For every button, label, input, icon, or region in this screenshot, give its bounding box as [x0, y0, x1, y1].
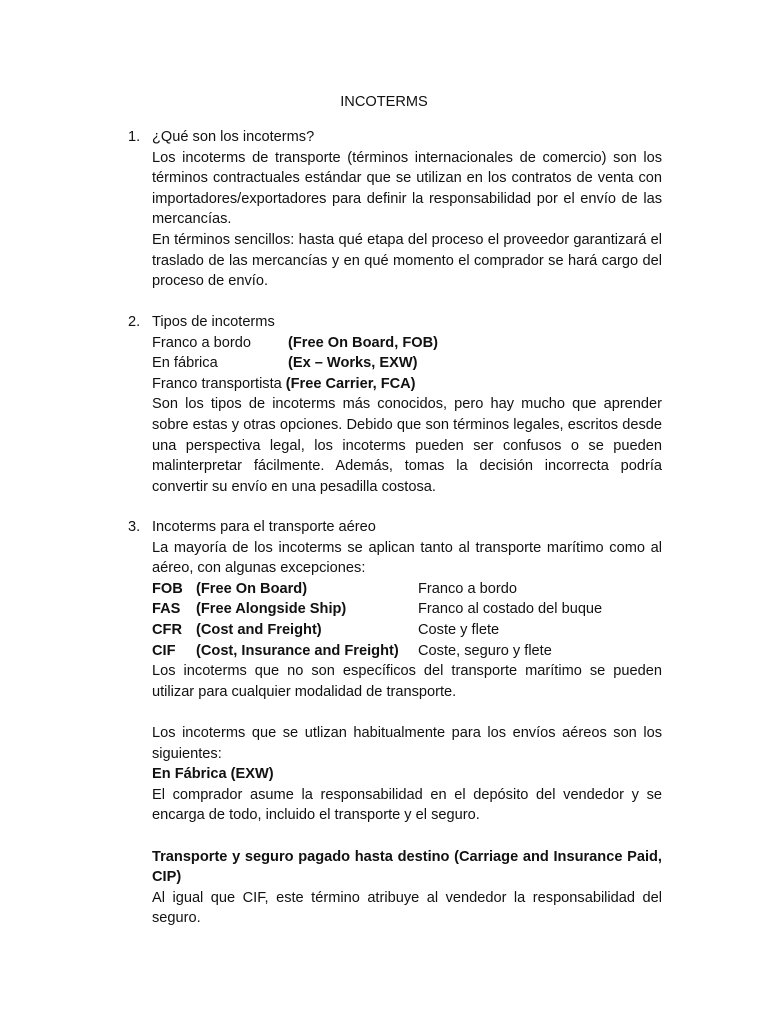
- section-1: [128, 127, 662, 292]
- incoterm-spanish: Coste y flete: [418, 621, 500, 638]
- incoterm-code: CFR: [152, 621, 182, 638]
- section-heading: Tipos de incoterms: [152, 314, 275, 330]
- subheading-cip: Transporte y seguro pagado hasta destino (Carriage and Insurance Paid, CIP): [152, 848, 662, 886]
- spacer: [152, 826, 662, 847]
- paragraph: En términos sencillos: hasta qué etapa del proceso el proveedor garantizará el traslado de las mercancías y en qué momento el comprador se hará cargo del proceso de envío.: [152, 231, 662, 290]
- paragraph: Son los tipos de incoterms más conocidos, pero hay mucho que aprender sobre estas y otras opciones. Debido que son términos legales, escritos desde una perspectiva legal, los incoterms pueden ser confusos o se pueden malinterpretar fácilmente. Además, tomas la decisión incorrecta podría convertir su envío en una pesadilla costosa.: [152, 396, 662, 495]
- incoterm-spanish: Franco al costado del buque: [418, 601, 603, 618]
- section-number: 1.: [128, 129, 141, 145]
- incoterm-type-row: [152, 333, 662, 354]
- incoterm-code: FAS: [152, 601, 181, 618]
- type-term: (Free Carrier, FCA): [285, 375, 416, 392]
- section-number: 2.: [128, 314, 141, 330]
- section-2: [128, 312, 662, 497]
- section-heading: Incoterms para el transporte aéreo: [152, 519, 376, 535]
- incoterm-name: (Cost and Freight): [196, 621, 322, 638]
- incoterm-name: (Free Alongside Ship): [196, 601, 347, 618]
- section-heading: ¿Qué son los incoterms?: [152, 129, 315, 145]
- paragraph: La mayoría de los incoterms se aplican tanto al transporte marítimo como al aéreo, con algunas excepciones:: [152, 539, 662, 577]
- incoterm-row: [152, 579, 662, 600]
- type-label: Franco transportista: [152, 375, 282, 392]
- subheading-exw: En Fábrica (EXW): [152, 766, 274, 783]
- type-label: En fábrica: [152, 355, 218, 372]
- incoterm-row: [152, 620, 662, 641]
- incoterm-code: CIF: [152, 642, 176, 659]
- incoterm-code: FOB: [152, 580, 183, 597]
- paragraph: Los incoterms que no son específicos del transporte marítimo se pueden utilizar para cualquier modalidad de transporte.: [152, 663, 662, 700]
- incoterm-row: [152, 641, 662, 662]
- incoterm-name: (Free On Board): [196, 580, 308, 597]
- incoterm-spanish: Franco a bordo: [418, 580, 517, 597]
- paragraph: Los incoterms que se utlizan habitualmente para los envíos aéreos son los siguientes:: [152, 724, 662, 762]
- paragraph: Los incoterms de transporte (términos internacionales de comercio) son los términos contractuales estándar que se utilizan en los contratos de venta con importadores/exportadores para definir la responsabilidad por el envío de las mercancías.: [152, 149, 662, 228]
- incoterm-type-row: [152, 374, 662, 395]
- incoterm-name: (Cost, Insurance and Freight): [196, 642, 399, 659]
- incoterm-spanish: Coste, seguro y flete: [418, 642, 552, 659]
- paragraph: Al igual que CIF, este término atribuye al vendedor la responsabilidad del seguro.: [152, 889, 662, 927]
- incoterm-row: [152, 599, 662, 620]
- document-title: INCOTERMS: [340, 94, 428, 110]
- paragraph: El comprador asume la responsabilidad en el depósito del vendedor y se encarga de todo, incluido el transporte y el seguro.: [152, 786, 662, 824]
- section-3: [128, 517, 662, 929]
- spacer: [152, 702, 662, 723]
- type-term: (Ex – Works, EXW): [288, 355, 418, 372]
- type-label: Franco a bordo: [152, 334, 251, 351]
- incoterm-type-row: [152, 353, 662, 374]
- section-number: 3.: [128, 519, 141, 535]
- type-term: (Free On Board, FOB): [288, 334, 438, 351]
